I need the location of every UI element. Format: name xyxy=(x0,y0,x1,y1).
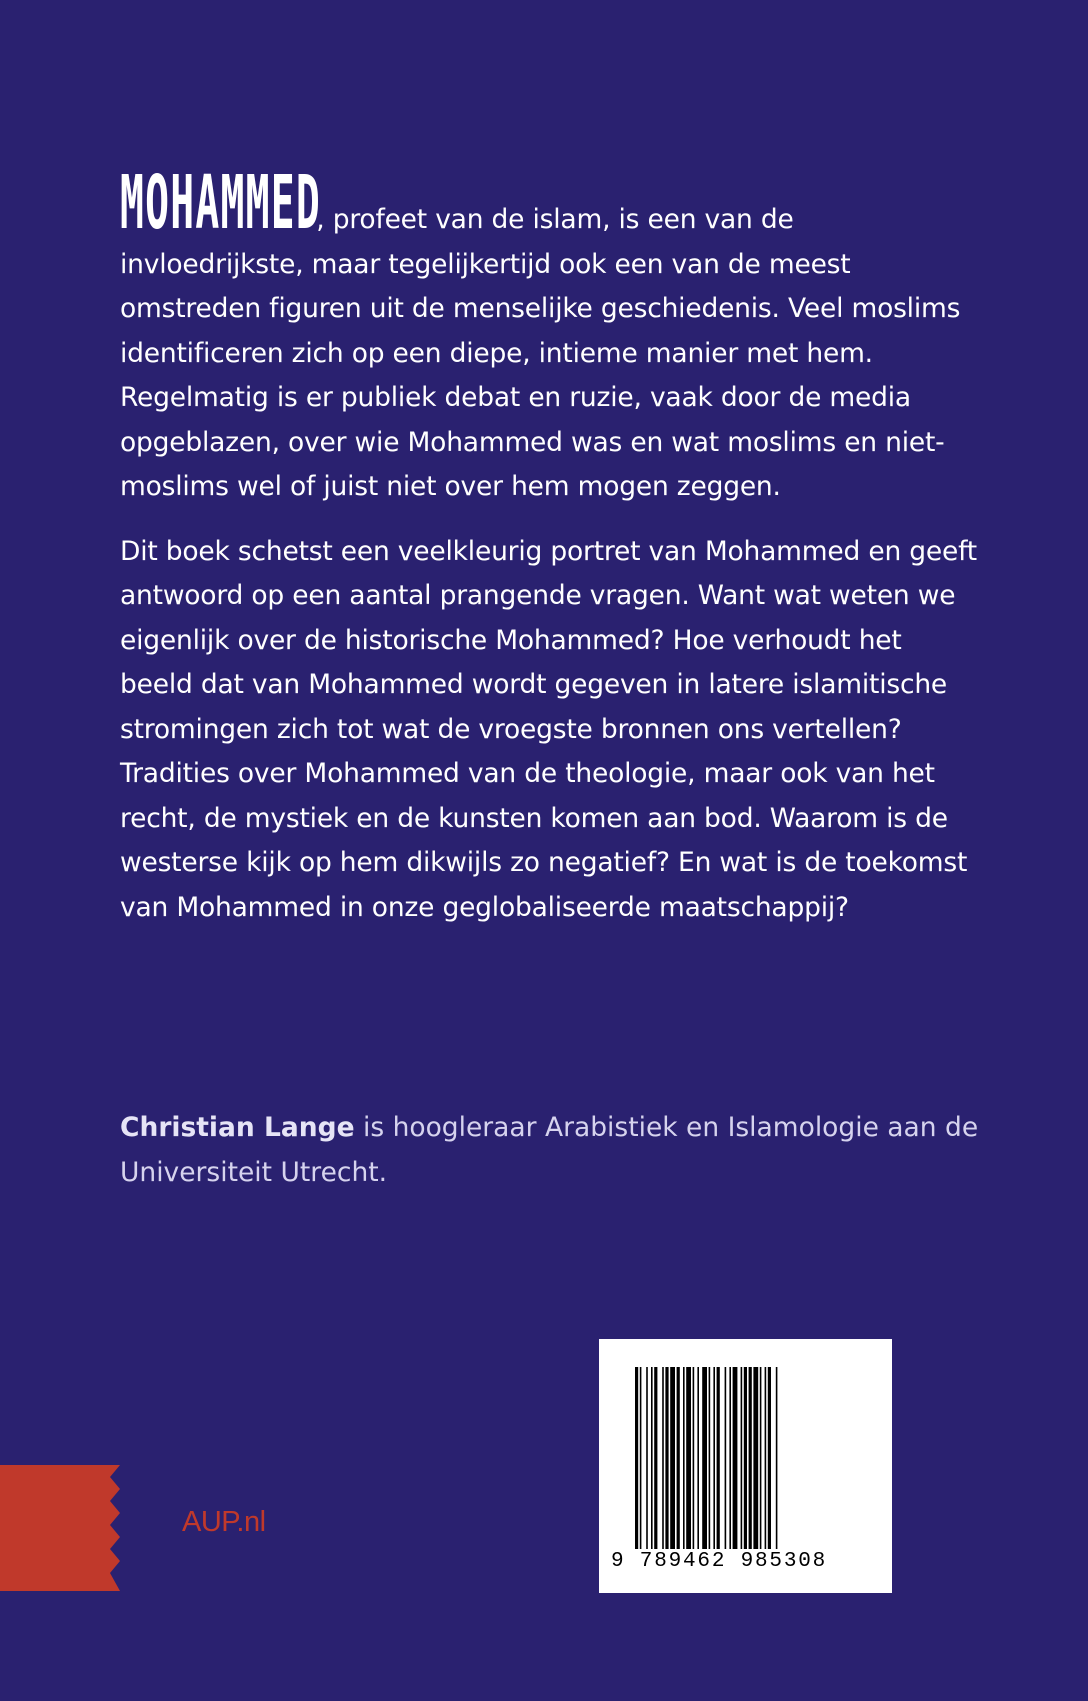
author-bio-text: is hoogleraar Arabistiek en Islamologie aan de Universiteit Utrecht. xyxy=(120,1112,979,1188)
publisher-ribbon-icon xyxy=(0,1465,120,1591)
blurb xyxy=(120,161,980,930)
isbn-number: 9 789462 985308 xyxy=(611,1550,828,1573)
blurb-paragraph-2: Dit boek schetst een veelkleurig portret van Mohammed en geeft antwoord op een aantal prangende vragen. Want wat weten we eigenlijk over de historische Mohammed? Hoe verhoudt het beeld dat van Mohammed wordt gegeven in latere islamitische stromingen zich tot wat de vroegste bronnen ons vertellen? Tradities over Mohammed van de theologie, maar ook van het recht, de mystiek en de kunsten komen aan bod. Waarom is de westerse kijk op hem dikwijls zo negatief? En wat is de toekomst van Mohammed in onze geglobaliseerde maatschappij? xyxy=(120,535,977,923)
blurb-paragraph-1-text: , profeet van de islam, is een van de invloedrijkste, maar tegelijkertijd ook een van de meest omstreden figuren uit de menselijke geschiedenis. Veel moslims identificeren zich op een diepe, intieme manier met hem. Regelmatig is er publiek debat en ruzie, vaak door de media opgeblazen, over wie Mohammed was en wat moslims en niet-moslims wel of juist niet over hem mogen zeggen. xyxy=(120,204,961,502)
barcode xyxy=(599,1339,892,1593)
blurb-paragraph-1 xyxy=(120,161,980,510)
publisher-website: AUP.nl xyxy=(182,1506,266,1538)
title-word: MOHAMMED xyxy=(120,161,322,247)
author-bio xyxy=(120,1106,980,1195)
author-name: Christian Lange xyxy=(120,1112,355,1143)
